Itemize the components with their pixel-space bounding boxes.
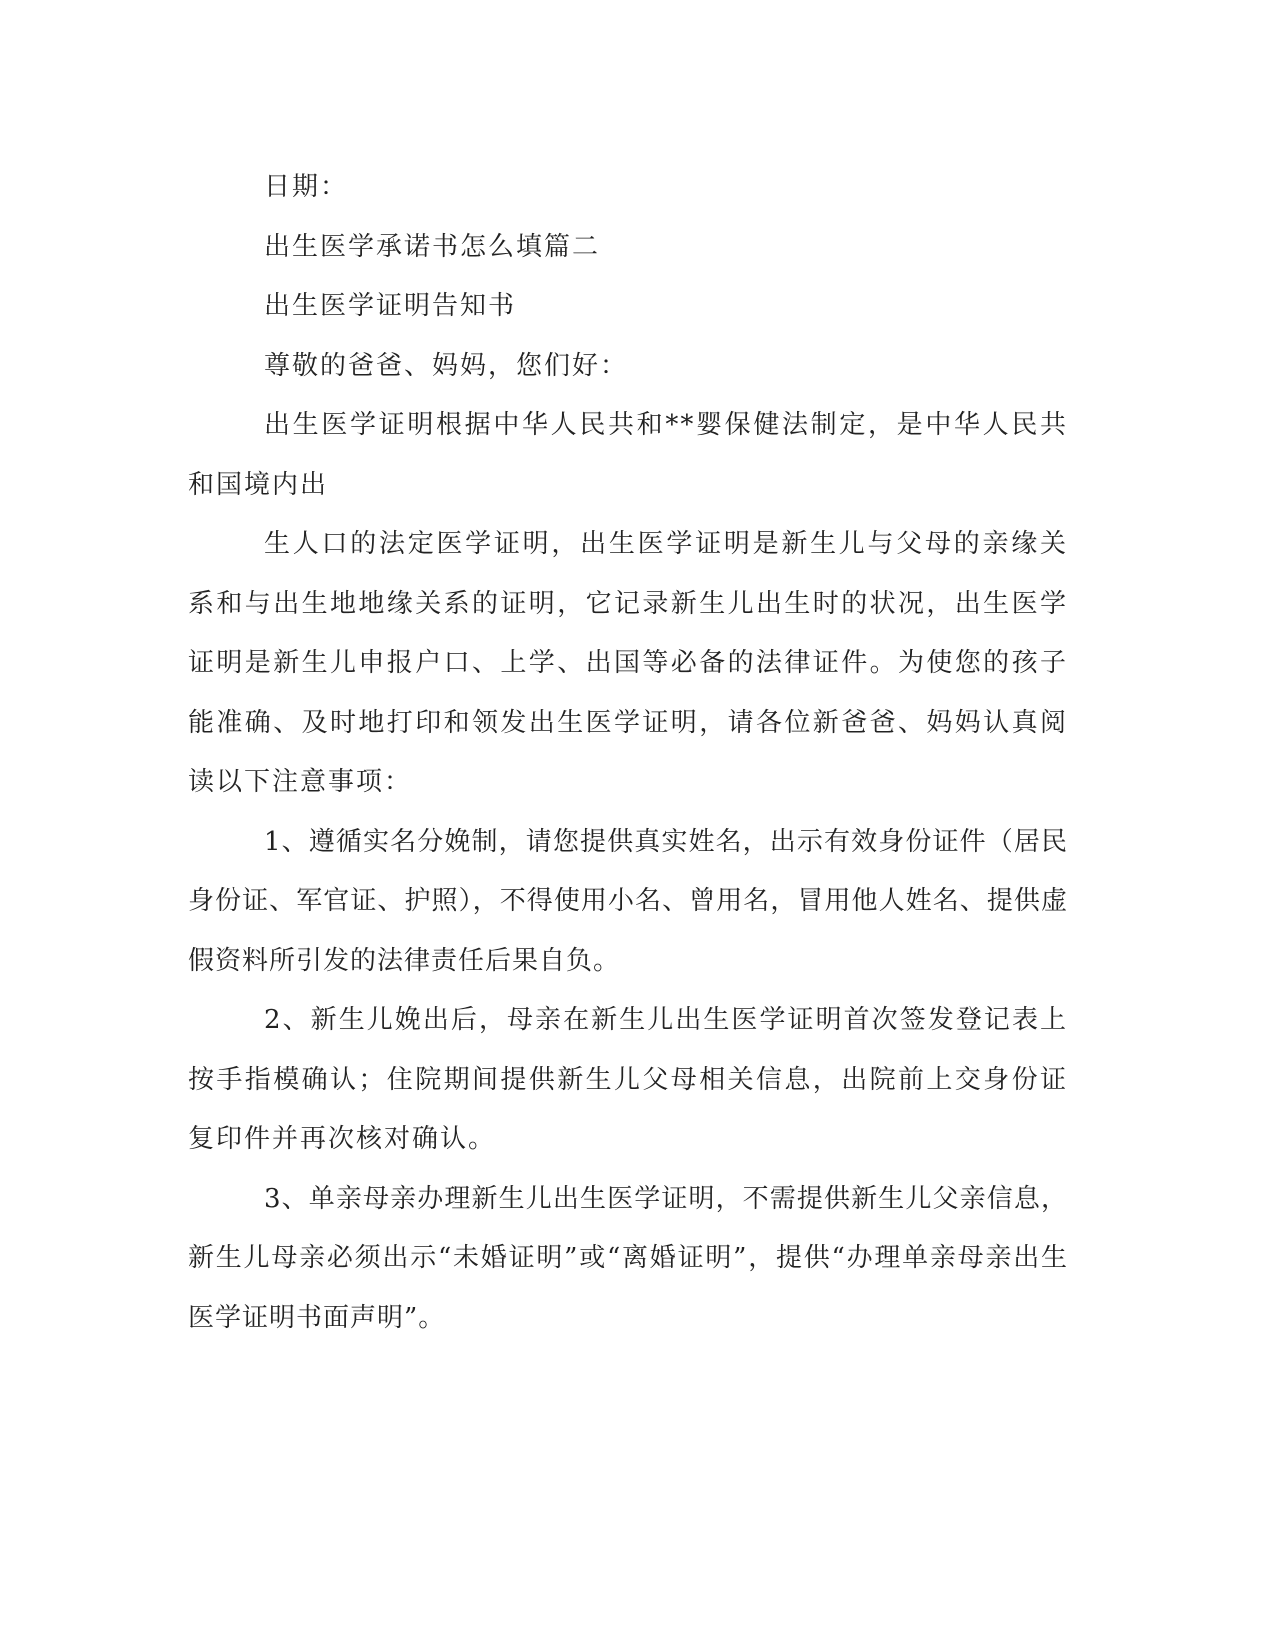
notice-item-1: 1、遵循实名分娩制，请您提供真实姓名，出示有效身份证件（居民身份证、军官证、护照），不得使用小名、曾用名，冒用他人姓名、提供虚假资料所引发的法律责任后果自负。	[188, 826, 1068, 976]
notice-title: 出生医学证明告知书	[264, 291, 517, 321]
section-heading: 出生医学承诺书怎么填篇二	[264, 231, 601, 262]
date-line: 日期：	[264, 172, 349, 202]
document-body	[188, 158, 1068, 1348]
body-paragraph-intro: 出生医学证明根据中华人民共和**婴保健法制定，是中华人民共和国境内出	[188, 410, 1068, 500]
notice-item-3: 3、单亲母亲办理新生儿出生医学证明，不需提供新生儿父亲信息，新生儿母亲必须出示“未婚证明”或“离婚证明”，提供“办理单亲母亲出生医学证明书面声明”。	[188, 1183, 1068, 1333]
notice-item-2: 2、新生儿娩出后，母亲在新生儿出生医学证明首次签发登记表上按手指模确认；住院期间提供新生儿父母相关信息，出院前上交身份证复印件并再次核对确认。	[188, 1005, 1068, 1154]
salutation: 尊敬的爸爸、妈妈，您们好：	[264, 350, 629, 381]
body-paragraph-purpose: 生人口的法定医学证明，出生医学证明是新生儿与父母的亲缘关系和与出生地地缘关系的证明，它记录新生儿出生时的状况，出生医学证明是新生儿申报户口、上学、出国等必备的法律证件。为使您的孩子能准确、及时地打印和领发出生医学证明，请各位新爸爸、妈妈认真阅读以下注意事项：	[188, 529, 1068, 797]
